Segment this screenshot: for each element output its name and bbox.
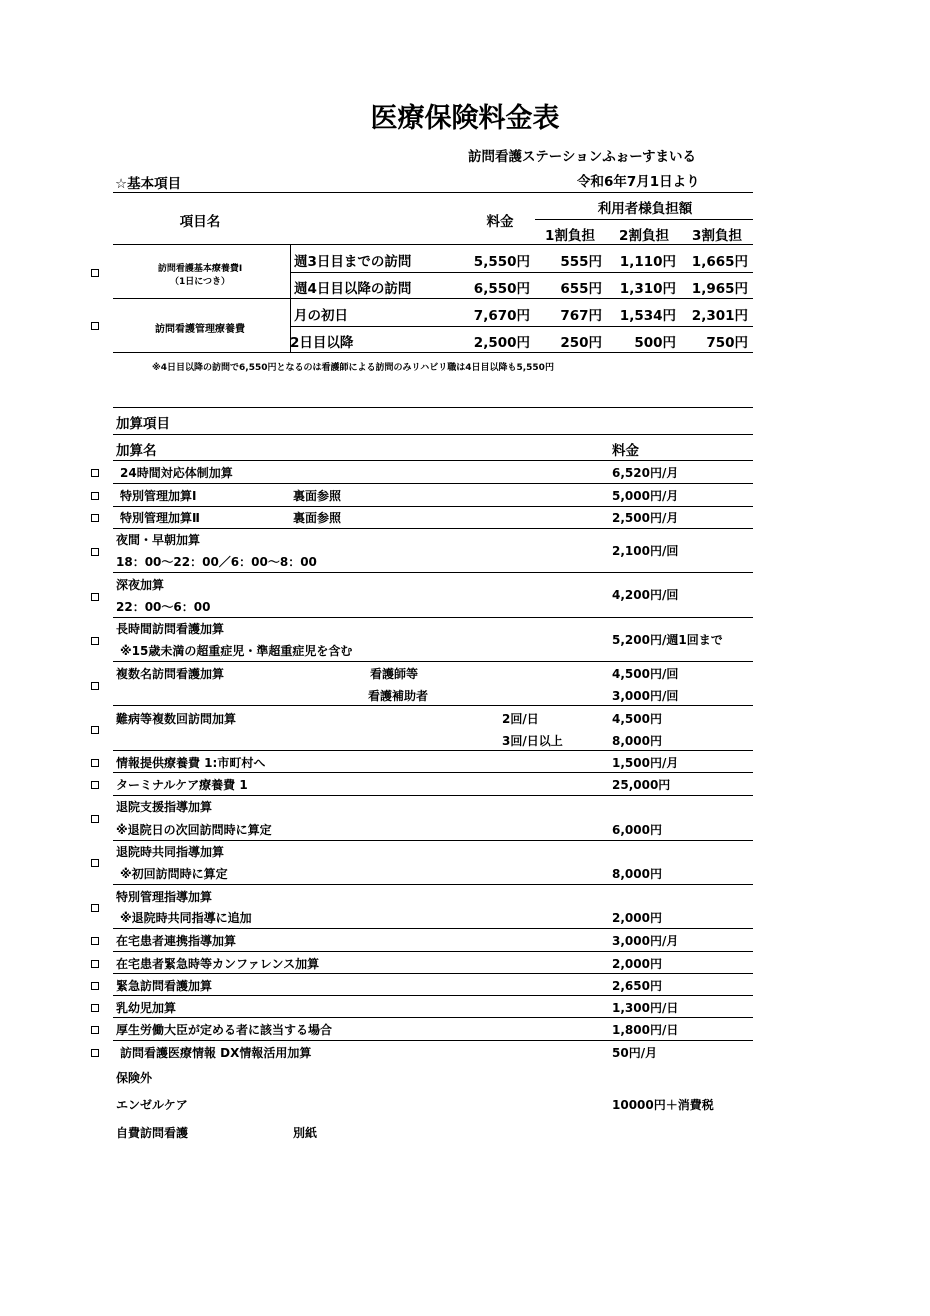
checkbox-addition[interactable] (91, 469, 99, 477)
addition-fee: 8,000円 (612, 734, 662, 748)
addition-row-rule (113, 483, 753, 484)
basic-row-label: 週3日目までの訪問 (294, 254, 412, 270)
checkbox-addition[interactable] (91, 593, 99, 601)
basic-row-copay-1: 555円 (560, 254, 602, 270)
addition-row-rule (113, 928, 753, 929)
header-copay-1: 1割負担 (545, 228, 595, 244)
addition-name: 厚生労働大臣が定める者に該当する場合 (116, 1023, 333, 1037)
additions-header-fee: 料金 (612, 443, 639, 459)
addition-row-rule (113, 772, 753, 773)
addition-row-rule (113, 840, 753, 841)
addition-fee: 3,000円/月 (612, 934, 679, 948)
addition-fee: 5,200円/週1回まで (612, 633, 723, 647)
basic-section-title: ☆基本項目 (115, 176, 182, 192)
basic-row-copay-1: 767円 (560, 308, 602, 324)
basic-row-copay-2: 1,534円 (619, 308, 676, 324)
checkbox-addition[interactable] (91, 759, 99, 767)
addition-fee: 6,000円 (612, 823, 662, 837)
checkbox-addition[interactable] (91, 1026, 99, 1034)
basic-row-fee: 6,550円 (473, 281, 530, 297)
header-copay-3: 3割負担 (692, 228, 742, 244)
header-copay: 利用者様負担額 (597, 201, 693, 217)
basic-row-fee: 7,670円 (473, 308, 530, 324)
addition-sub: ※初回訪問時に算定 (120, 867, 228, 881)
addition-reference: 裏面参照 (293, 489, 342, 503)
basic-row-rule (290, 326, 753, 327)
addition-name: 退院時共同指導加算 (116, 845, 225, 859)
addition-option: 2回/日 (502, 712, 539, 726)
additions-top-rule (113, 407, 753, 408)
addition-row-rule (113, 506, 753, 507)
additions-header-name: 加算名 (116, 443, 157, 459)
checkbox-addition[interactable] (91, 859, 99, 867)
effective-date: 令和6年7月1日より (577, 174, 700, 190)
additions-header-rule (113, 460, 753, 461)
basic-row-copay-2: 500円 (634, 335, 676, 351)
page-title: 医療保険料金表 (370, 103, 560, 134)
basic-row-copay-3: 2,301円 (691, 308, 748, 324)
checkbox-addition[interactable] (91, 960, 99, 968)
addition-name: 緊急訪問看護加算 (116, 979, 213, 993)
basic-row-label: 月の初日 (294, 308, 348, 324)
basic-row-copay-3: 750円 (706, 335, 748, 351)
checkbox-addition[interactable] (91, 937, 99, 945)
addition-option: 看護師等 (370, 667, 419, 681)
basic-row-copay-1: 250円 (560, 335, 602, 351)
provider-name: 訪問看護ステーションふぉーすまいる (468, 149, 697, 165)
addition-name: 在宅患者連携指導加算 (116, 934, 237, 948)
addition-fee: 2,650円 (612, 979, 662, 993)
basic-header-bottom-rule (113, 244, 753, 245)
addition-name: 特別管理加算Ⅰ (120, 489, 197, 503)
addition-fee: 8,000円 (612, 867, 662, 881)
addition-fee: 4,500円 (612, 712, 662, 726)
basic-row-copay-2: 1,110円 (619, 254, 676, 270)
checkbox-addition[interactable] (91, 982, 99, 990)
addition-fee: 1,800円/日 (612, 1023, 679, 1037)
addition-sub: 22：00～6：00 (116, 600, 211, 614)
checkbox-addition[interactable] (91, 815, 99, 823)
addition-fee: 2,000円 (612, 911, 662, 925)
basic-row-copay-1: 655円 (560, 281, 602, 297)
addition-name: 複数名訪問看護加算 (116, 667, 225, 681)
addition-name: 情報提供療養費 1:市町村へ (116, 756, 266, 770)
basic-row-fee: 2,500円 (473, 335, 530, 351)
addition-fee: 5,000円/月 (612, 489, 679, 503)
header-item-name: 項目名 (179, 214, 221, 230)
checkbox-addition[interactable] (91, 726, 99, 734)
checkbox-addition[interactable] (91, 637, 99, 645)
addition-name: 乳幼児加算 (116, 1001, 177, 1015)
addition-row-rule (113, 995, 753, 996)
angel-care-fee: 10000円＋消費税 (612, 1098, 714, 1112)
addition-name: 退院支援指導加算 (116, 800, 213, 814)
angel-care-label: エンゼルケア (116, 1098, 188, 1112)
addition-row-rule (113, 661, 753, 662)
addition-row-rule (113, 795, 753, 796)
basic-group-name: 訪問看護基本療養費Ⅰ (157, 264, 243, 274)
basic-group-rule (113, 298, 753, 299)
addition-name: 特別管理指導加算 (116, 890, 213, 904)
addition-name: 長時間訪問看護加算 (116, 622, 225, 636)
additions-section-title: 加算項目 (116, 416, 170, 432)
checkbox-addition[interactable] (91, 1049, 99, 1057)
uninsured-title: 保険外 (116, 1071, 153, 1085)
addition-row-rule (113, 951, 753, 952)
checkbox-addition[interactable] (91, 682, 99, 690)
addition-name: 夜間・早朝加算 (116, 533, 201, 547)
checkbox-basic-1[interactable] (91, 269, 99, 277)
basic-row-copay-3: 1,665円 (691, 254, 748, 270)
addition-fee: 1,500円/月 (612, 756, 679, 770)
addition-name: 深夜加算 (116, 578, 165, 592)
additions-title-rule (113, 434, 753, 435)
addition-reference: 裏面参照 (293, 511, 342, 525)
addition-name: ターミナルケア療養費 1 (116, 778, 248, 792)
addition-row-rule (113, 973, 753, 974)
basic-row-label: 2日目以降 (290, 335, 354, 351)
checkbox-addition[interactable] (91, 904, 99, 912)
basic-table-top-rule (113, 192, 753, 193)
addition-row-rule (113, 705, 753, 706)
checkbox-addition[interactable] (91, 781, 99, 789)
addition-row-rule (113, 572, 753, 573)
checkbox-addition[interactable] (91, 548, 99, 556)
checkbox-addition[interactable] (91, 1004, 99, 1012)
addition-row-rule (113, 528, 753, 529)
addition-fee: 4,500円/回 (612, 667, 679, 681)
addition-fee: 2,100円/回 (612, 544, 679, 558)
addition-sub: 18：00～22：00／6：00～8：00 (116, 555, 317, 569)
copay-header-rule (535, 219, 753, 220)
addition-row-rule (113, 1040, 753, 1041)
basic-group-name-sub: （1日につき） (169, 277, 231, 287)
addition-fee: 4,200円/回 (612, 588, 679, 602)
checkbox-addition[interactable] (91, 492, 99, 500)
addition-option: 看護補助者 (368, 689, 429, 703)
basic-row-rule (290, 272, 753, 273)
addition-fee: 2,000円 (612, 957, 662, 971)
addition-fee: 6,520円/月 (612, 466, 679, 480)
addition-name: 訪問看護医療情報 DX情報活用加算 (120, 1046, 312, 1060)
addition-sub: ※15歳未満の超重症児・準超重症児を含む (120, 644, 353, 658)
basic-note: ※4日目以降の訪問で6,550円となるのは看護師による訪問のみリハビリ職は4日目以降も5,550円 (152, 363, 554, 373)
addition-row-rule (113, 1017, 753, 1018)
basic-table-bottom-rule (113, 352, 753, 353)
addition-row-rule (113, 617, 753, 618)
header-fee: 料金 (486, 214, 514, 230)
basic-row-label: 週4日目以降の訪問 (294, 281, 412, 297)
addition-fee: 2,500円/月 (612, 511, 679, 525)
addition-name: 24時間対応体制加算 (120, 466, 233, 480)
addition-sub: ※退院時共同指導に追加 (120, 911, 252, 925)
checkbox-basic-2[interactable] (91, 322, 99, 330)
addition-row-rule (113, 884, 753, 885)
addition-option: 3回/日以上 (502, 734, 563, 748)
basic-row-fee: 5,550円 (473, 254, 530, 270)
header-copay-2: 2割負担 (619, 228, 669, 244)
addition-fee: 25,000円 (612, 778, 671, 792)
addition-fee: 1,300円/日 (612, 1001, 679, 1015)
checkbox-addition[interactable] (91, 514, 99, 522)
addition-sub: ※退院日の次回訪問時に算定 (116, 823, 272, 837)
addition-fee: 50円/月 (612, 1046, 658, 1060)
addition-name: 在宅患者緊急時等カンファレンス加算 (116, 957, 320, 971)
self-pay-reference: 別紙 (293, 1126, 318, 1140)
self-pay-label: 自費訪問看護 (116, 1126, 189, 1140)
addition-row-rule (113, 750, 753, 751)
basic-row-copay-3: 1,965円 (691, 281, 748, 297)
basic-row-copay-2: 1,310円 (619, 281, 676, 297)
addition-name: 難病等複数回訪問加算 (116, 712, 237, 726)
addition-fee: 3,000円/回 (612, 689, 679, 703)
addition-name: 特別管理加算Ⅱ (120, 511, 200, 525)
basic-group-name: 訪問看護管理療養費 (155, 324, 245, 335)
